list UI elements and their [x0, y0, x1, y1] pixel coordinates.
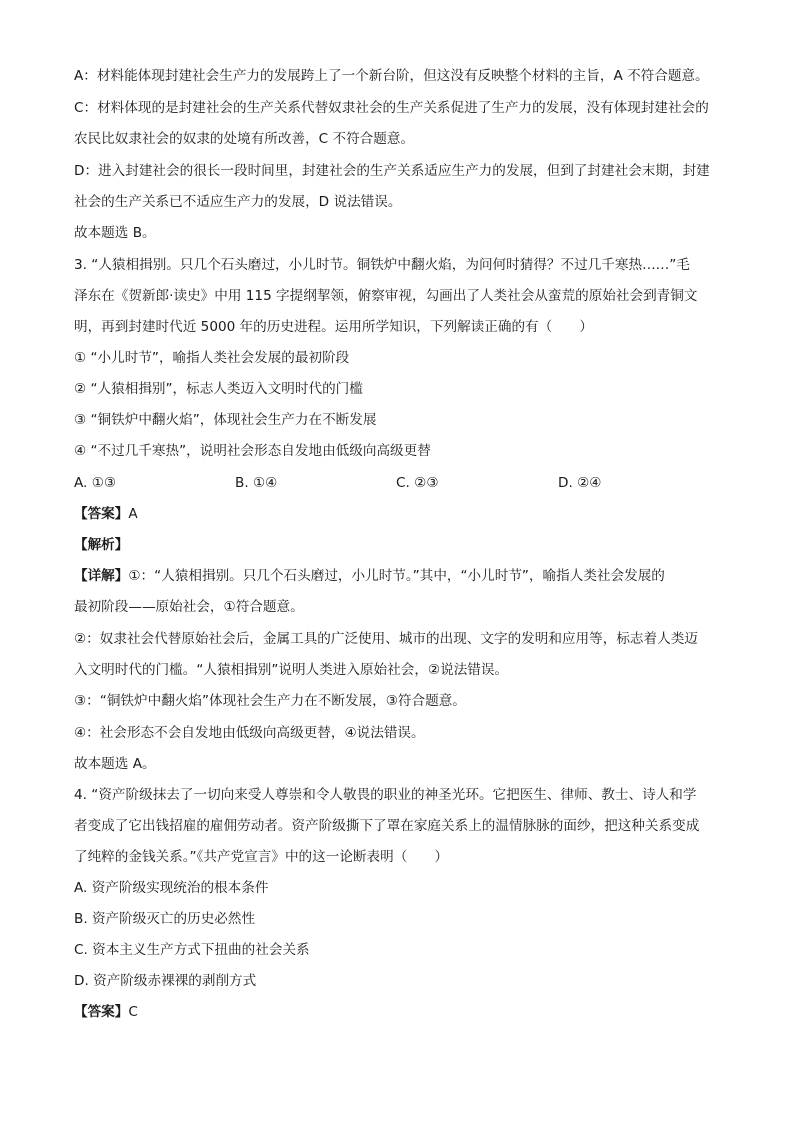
option-b: B. 资产阶级灭亡的历史必然性	[74, 911, 256, 927]
text-line: A：材料能体现封建社会生产力的发展跨上了一个新台阶，但这没有反映整个材料的主旨，A 不符合题意。	[74, 68, 709, 84]
option-a: A. ①③	[74, 475, 117, 491]
question-4-stem: 4. “资产阶级抹去了一切向来受人尊崇和令人敬畏的职业的神圣光环。它把医生、律师、教士、诗人和学	[74, 787, 697, 803]
text-line: 故本题选 B。	[74, 225, 156, 241]
option-a: A. 资产阶级实现统治的根本条件	[74, 880, 269, 896]
answer-label: 【答案】	[74, 1004, 129, 1020]
detail-text: ①：“人猿相揖别。只几个石头磨过，小儿时节。”其中，“小儿时节”，喻指人类社会发展的	[128, 568, 665, 584]
detail-line: 故本题选 A。	[74, 756, 156, 772]
text-line: C：材料体现的是封建社会的生产关系代替奴隶社会的生产关系促进了生产力的发展，没有体现封建社会的	[74, 100, 709, 116]
text-line: 农民比奴隶社会的奴隶的处境有所改善，C 不符合题意。	[74, 131, 415, 147]
option-c: C. ②③	[396, 475, 439, 491]
detail-line: 最初阶段——原始社会，①符合题意。	[74, 599, 304, 615]
statement-item: ④ “不过几千寒热”，说明社会形态自发地由低级向高级更替	[74, 443, 431, 459]
question-4-stem: 者变成了它出钱招雇的雇佣劳动者。资产阶级撕下了罩在家庭关系上的温情脉脉的面纱，把这种关系变成	[74, 818, 700, 834]
answer-line	[74, 504, 734, 524]
question-3-stem: 泽东在《贺新郎·读史》中用 115 字提纲挈领，俯察审视，勾画出了人类社会从蛮荒的原始社会到青铜文	[74, 288, 698, 304]
detail-line: ②：奴隶社会代替原始社会后，金属工具的广泛使用、城市的出现、文字的发明和应用等，标志着人类迈	[74, 631, 698, 647]
option-d: D. ②④	[558, 475, 602, 491]
statement-item: ② “人猿相揖别”，标志人类迈入文明时代的门槛	[74, 381, 363, 397]
question-3-stem: 3. “人猿相揖别。只几个石头磨过，小儿时节。铜铁炉中翻火焰，为问何时猜得？不过几千寒热……”毛	[74, 257, 690, 273]
question-3-stem: 明，再到封建时代近 5000 年的历史进程。运用所学知识，下列解读正确的有（ ）	[74, 319, 594, 335]
analysis-label: 【解析】	[74, 537, 129, 553]
answer-line	[74, 1002, 734, 1022]
detail-line: 入文明时代的门槛。“人猿相揖别”说明人类进入原始社会，②说法错误。	[74, 662, 509, 678]
option-c: C. 资本主义生产方式下扭曲的社会关系	[74, 942, 310, 958]
option-b: B. ①④	[235, 475, 278, 491]
detail-label: 【详解】	[74, 568, 129, 584]
detail-line	[74, 566, 734, 586]
detail-line: ④：社会形态不会自发地由低级向高级更替，④说法错误。	[74, 725, 425, 741]
detail-line: ③：“铜铁炉中翻火焰”体现社会生产力在不断发展，③符合题意。	[74, 693, 466, 709]
text-line: 社会的生产关系已不适应生产力的发展，D 说法错误。	[74, 194, 402, 210]
question-4-stem: 了纯粹的金钱关系。”《共产党宣言》中的这一论断表明（ ）	[74, 849, 449, 865]
text-line: D：进入封建社会的很长一段时间里，封建社会的生产关系适应生产力的发展，但到了封建社会末期，封建	[74, 163, 710, 179]
statement-item: ① “小儿时节”，喻指人类社会发展的最初阶段	[74, 350, 350, 366]
answer-value: A	[128, 506, 138, 522]
option-d: D. 资产阶级赤裸裸的剥削方式	[74, 973, 257, 989]
answer-value: C	[128, 1004, 138, 1020]
answer-label: 【答案】	[74, 506, 129, 522]
statement-item: ③ “铜铁炉中翻火焰”，体现社会生产力在不断发展	[74, 412, 377, 428]
